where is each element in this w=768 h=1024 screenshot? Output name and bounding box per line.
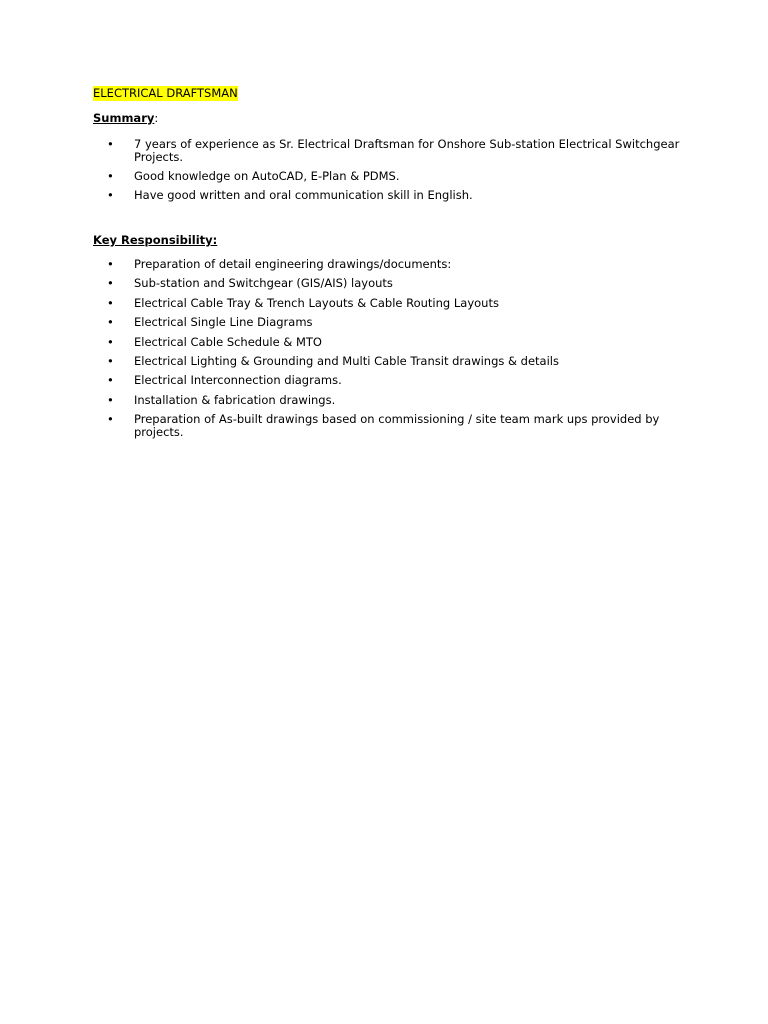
summary-item: • Good knowledge on AutoCAD, E-Plan & PDMS.	[107, 170, 687, 183]
summary-list	[107, 138, 687, 208]
summary-item: • 7 years of experience as Sr. Electrical Draftsman for Onshore Sub-station Electrical Switchgear Projects.	[107, 138, 687, 164]
responsibility-item: • Electrical Lighting & Grounding and Multi Cable Transit drawings & details	[107, 355, 687, 368]
responsibility-item: • Preparation of detail engineering drawings/documents:	[107, 258, 687, 271]
responsibility-item: • Preparation of As-built drawings based on commissioning / site team mark ups provided by projects.	[107, 413, 687, 439]
summary-heading-colon: :	[154, 111, 159, 125]
responsibility-item: • Sub-station and Switchgear (GIS/AIS) layouts	[107, 277, 687, 290]
summary-heading-text: Summary	[93, 111, 155, 125]
key-responsibility-list	[107, 258, 687, 446]
responsibility-item: • Electrical Cable Schedule & MTO	[107, 336, 687, 349]
responsibility-item: • Installation & fabrication drawings.	[107, 394, 687, 407]
summary-item: • Have good written and oral communication skill in English.	[107, 189, 687, 202]
document-title: ELECTRICAL DRAFTSMAN	[93, 86, 238, 100]
key-responsibility-heading-text: Key Responsibility:	[93, 233, 218, 247]
key-responsibility-heading	[93, 233, 217, 248]
responsibility-item: • Electrical Cable Tray & Trench Layouts & Cable Routing Layouts	[107, 297, 687, 310]
responsibility-item: • Electrical Single Line Diagrams	[107, 316, 687, 329]
summary-heading	[93, 111, 158, 126]
responsibility-item: • Electrical Interconnection diagrams.	[107, 374, 687, 387]
